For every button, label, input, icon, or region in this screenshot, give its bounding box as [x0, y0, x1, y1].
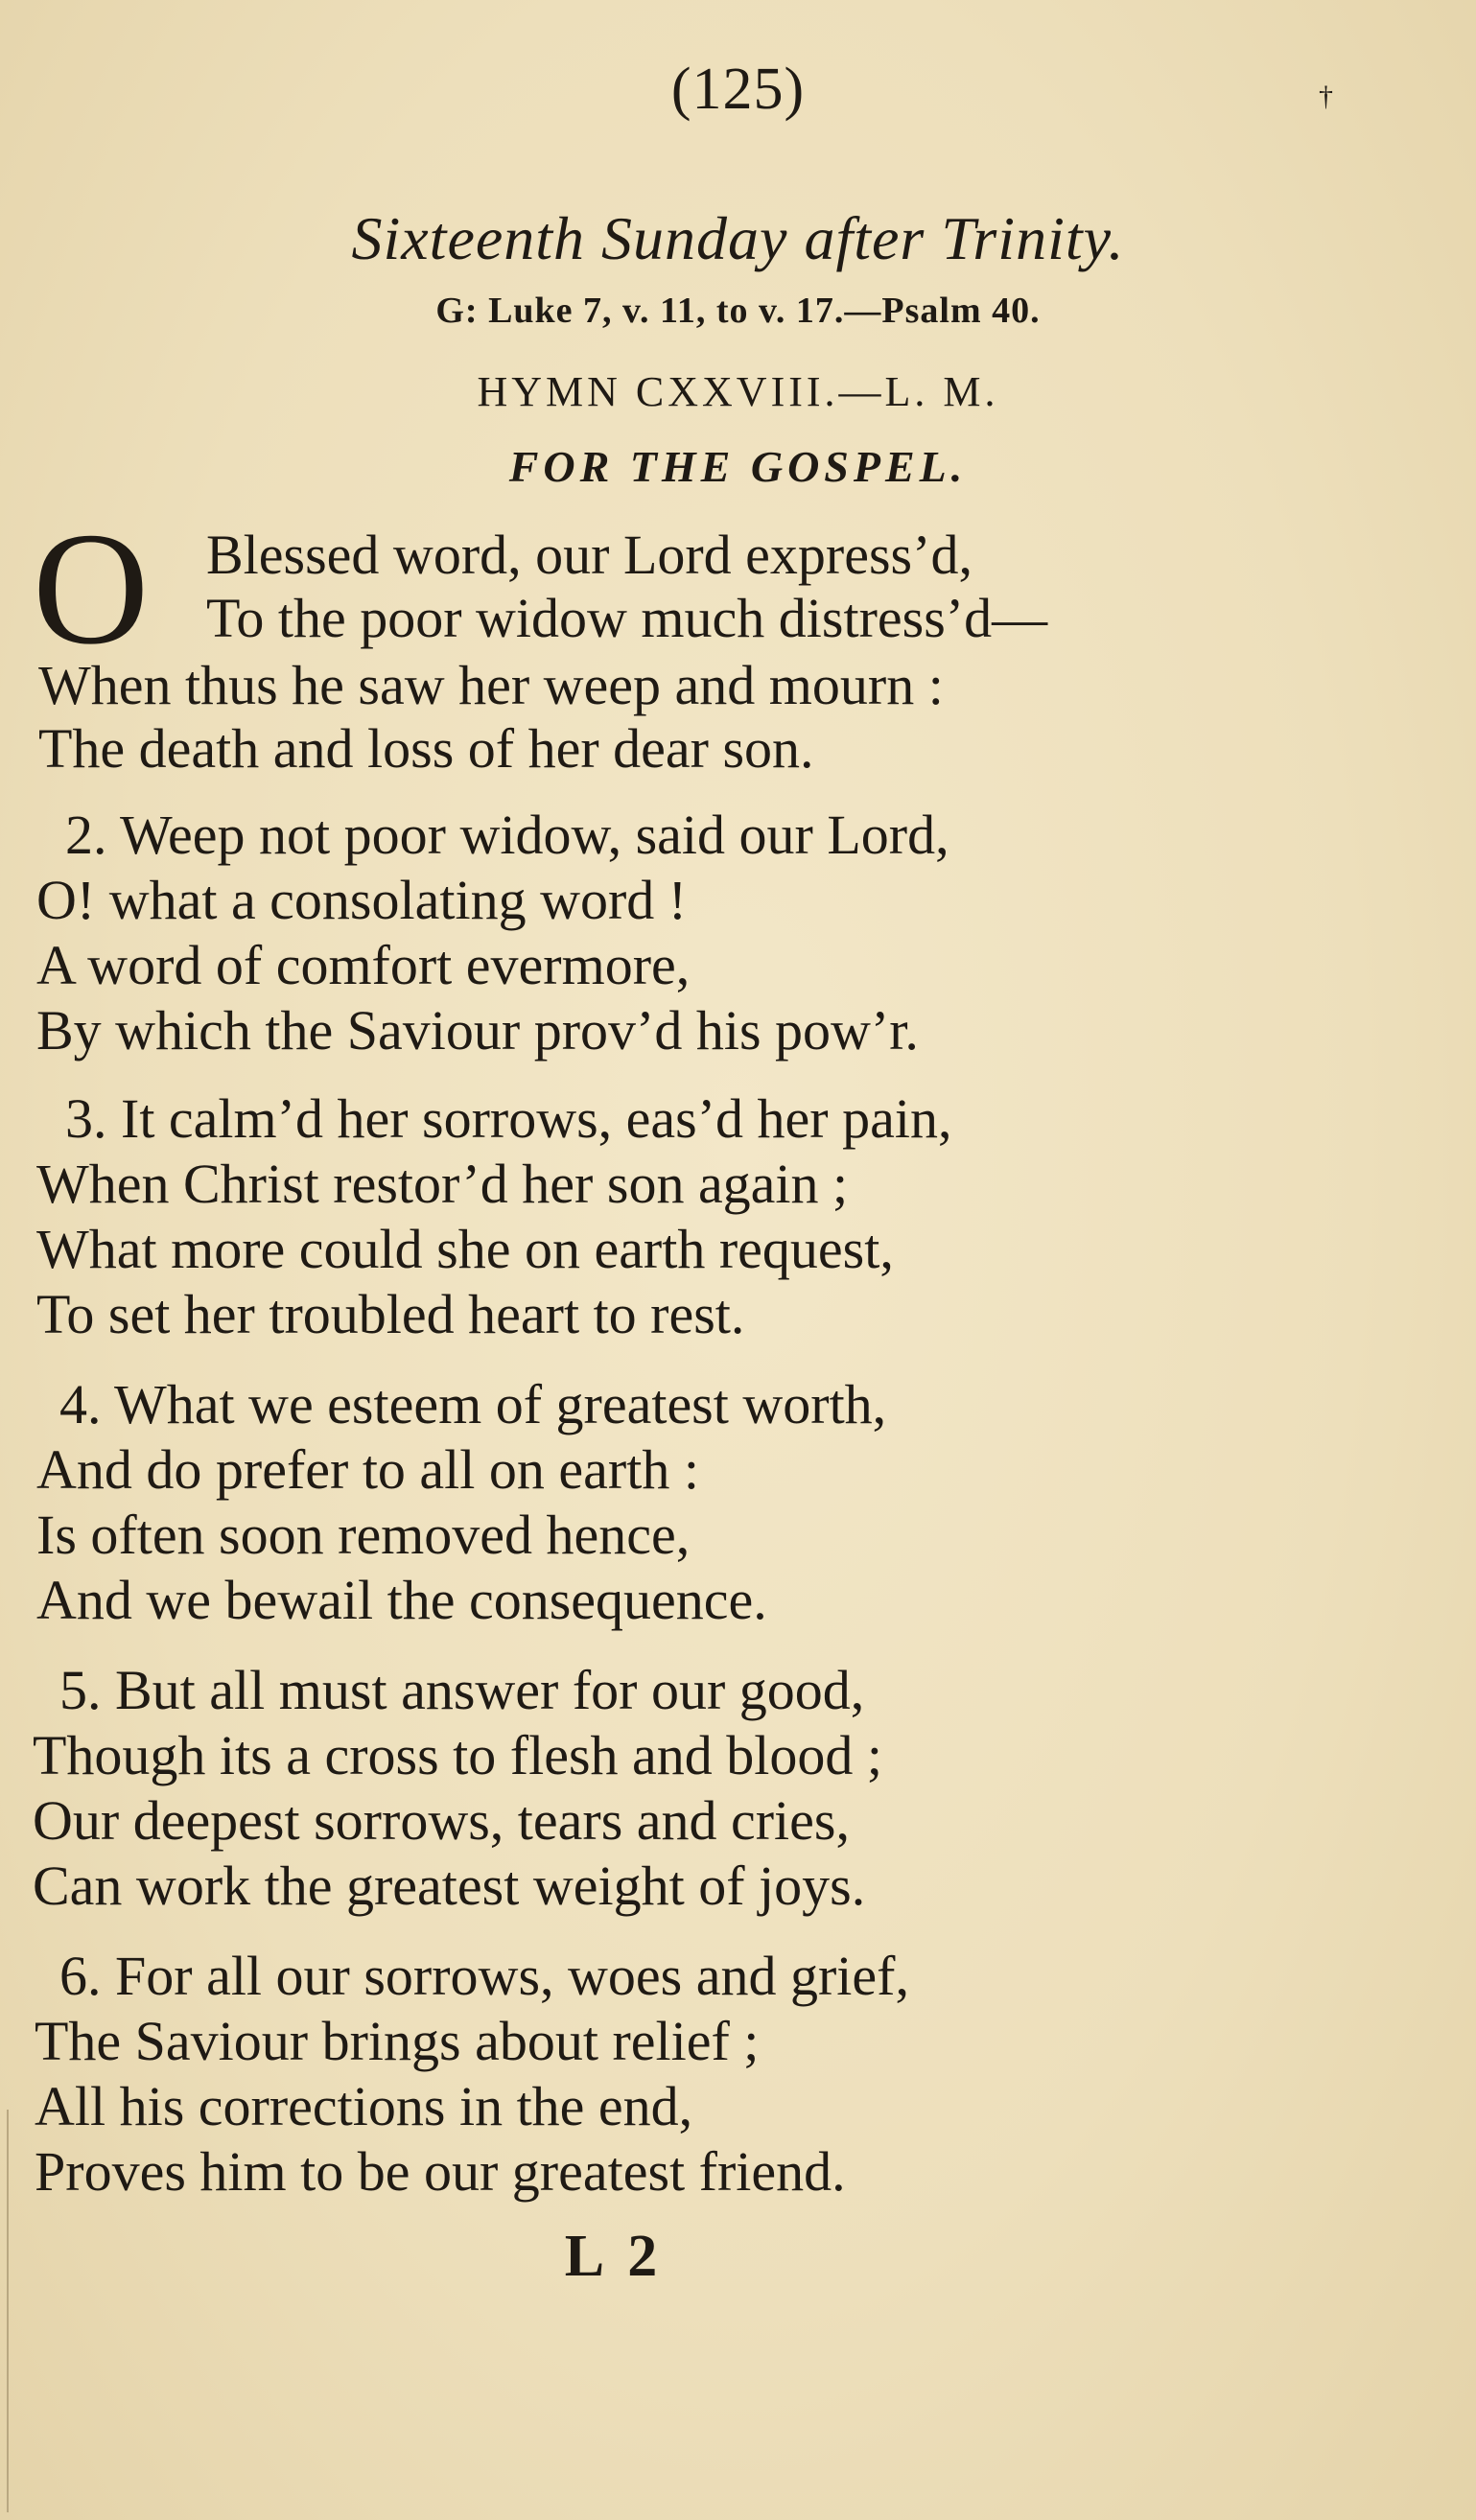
scripture-readings: G: Luke 7, v. 11, to v. 17.—Psalm 40. — [435, 291, 1041, 331]
verse-4-line-4: And we bewail the consequence. — [36, 1569, 767, 1631]
verse-2-line-4: By which the Saviour prov’d his pow’r. — [36, 999, 919, 1062]
verse-6-line-3: All his corrections in the end, — [35, 2075, 693, 2137]
page-edge-line — [7, 2110, 9, 2512]
verse-1-line-1: Blessed word, our Lord express’d, — [206, 524, 972, 586]
verse-6-line-4: Proves him to be our greatest friend. — [35, 2140, 846, 2203]
verse-5-line-4: Can work the greatest weight of joys. — [33, 1855, 866, 1917]
verse-5-line-2: Though its a cross to flesh and blood ; — [33, 1724, 883, 1786]
verse-6-line-2: The Saviour brings about relief ; — [35, 2010, 760, 2072]
verse-1-line-2: To the poor widow much distress’d— — [206, 587, 1048, 649]
hymn-title: HYMN CXXVIII.—L. M. — [477, 368, 999, 415]
verse-4-line-2: And do prefer to all on earth : — [36, 1438, 699, 1501]
verse-2-line-1: 2. Weep not poor widow, said our Lord, — [65, 804, 949, 866]
sunday-title: Sixteenth Sunday after Trinity. — [351, 204, 1125, 272]
verse-3-line-3: What more could she on earth request, — [36, 1218, 894, 1280]
verse-1-line-4: The death and loss of her dear son. — [38, 717, 814, 780]
signature-mark: L 2 — [564, 2224, 664, 2289]
hymn-subject: FOR THE GOSPEL. — [508, 442, 968, 491]
corner-mark: † — [1319, 81, 1333, 112]
verse-4-line-1: 4. What we esteem of greatest worth, — [59, 1373, 887, 1435]
verse-3-line-2: When Christ restor’d her son again ; — [36, 1153, 849, 1215]
verse-4-line-3: Is often soon removed hence, — [36, 1504, 691, 1566]
verse-3-line-4: To set her troubled heart to rest. — [36, 1283, 745, 1345]
verse-5-line-3: Our deepest sorrows, tears and cries, — [33, 1789, 850, 1852]
verse-6-line-1: 6. For all our sorrows, woes and grief, — [59, 1945, 909, 2007]
verse-5-line-1: 5. But all must answer for our good, — [59, 1659, 865, 1721]
drop-cap: O — [33, 500, 150, 678]
verse-2-line-3: A word of comfort evermore, — [36, 934, 691, 996]
verse-3-line-1: 3. It calm’d her sorrows, eas’d her pain, — [65, 1087, 952, 1150]
page-number: (125) — [670, 57, 806, 122]
verse-2-line-2: O! what a consolating word ! — [36, 869, 688, 931]
verse-1-line-3: When thus he saw her weep and mourn : — [38, 654, 944, 716]
